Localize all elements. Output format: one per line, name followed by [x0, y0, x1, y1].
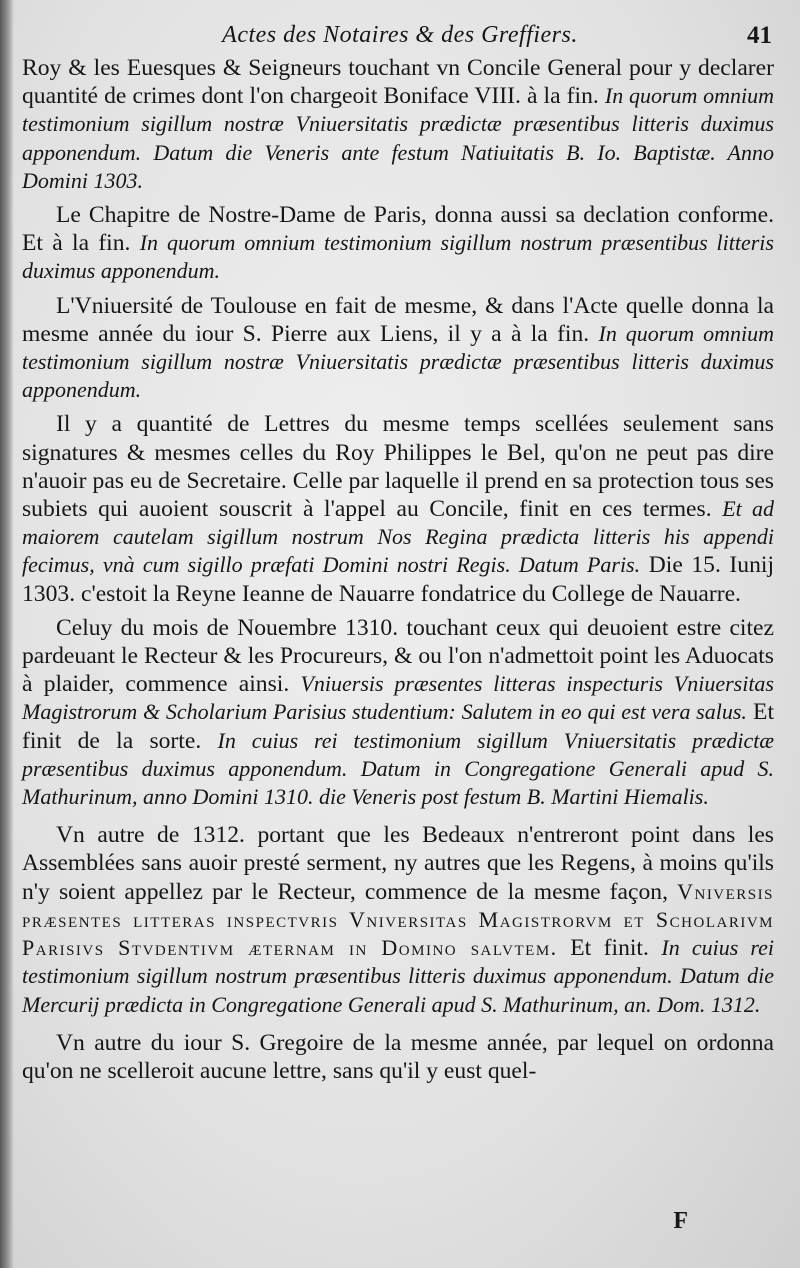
french-text: L'Vniuersité de Toulouse en fait de mesme, & dans l'Acte quelle donna la mesme année du iour S. Pierre aux Liens, il y a à la fin. [22, 292, 774, 347]
paragraph-2 [22, 201, 774, 286]
paragraph-4 [22, 410, 774, 607]
french-text: Vn autre du iour S. Gregoire de la mesme année, par lequel on ordonna qu'on ne scelleroit aucune lettre, sans qu'il y eust quel- [22, 1029, 774, 1084]
paragraph-7 [22, 1029, 774, 1085]
french-text: Vn autre de 1312. portant que les Bedeaux n'entreront point dans les Assemblées sans auoir presté serment, ny autres que les Regens, à moins qu'ils n'y soient appellez par le Recteur, commence de la mesme façon, [22, 822, 774, 905]
paragraph-1 [22, 54, 774, 195]
french-text: Roy & les Euesques & Seigneurs touchant vn Concile General pour y declarer quantité de crimes dont l'on chargeoit Boniface VIII. à la fin. [22, 55, 774, 110]
running-title: Actes des Notaires & des Greffiers. [222, 22, 578, 48]
latin-quote-2: In cuius rei testimonium sigillum Vniuersitatis prædictæ præsentibus duximus apponendum. Datum in Congregatione Generali apud S. Mathurinum, anno Domini 1310. die Veneris post festum B. Martini Hiemalis. [22, 727, 774, 810]
paragraph-6 [22, 821, 774, 1018]
signature-mark: F [673, 1208, 688, 1234]
page-number: 41 [747, 22, 772, 49]
latin-quote: In cuius rei testimonium sigillum nostrum præsentibus litteris duximus apponendum. Datum die Mercurij prædicta in Congregatione Generali apud S. Mathurinum, an. Dom. 1312. [22, 935, 775, 1017]
latin-quote: Vniuersis præsentes litteras inspecturis Vniuersitas Magistrorum & Scholarium Parisius studentium: Salutem in eo qui est vera salus. [22, 671, 774, 725]
latin-quote: In quorum omnium testimonium sigillum nostrum præsentibus litteris duximus apponendum. [22, 230, 774, 284]
running-head [20, 22, 780, 52]
french-text-mid: Et finit de la sorte. [22, 699, 774, 754]
paragraph-3 [22, 292, 774, 405]
body-text [22, 54, 774, 1091]
latin-quote: In quorum omnium testimonium sigillum nostræ Vniuersitatis prædictæ præsentibus litteris duximus apponendum. [22, 320, 774, 403]
latin-quote: Et ad maiorem cautelam sigillum nostrum Nos Regina prædicta litteris his appendi fecimus, vnà cum sigillo præfati Domini nostri Regis. Datum Paris. [22, 496, 774, 578]
latin-quote: In quorum omnium testimonium sigillum nostræ Vniuersitatis prædictæ præsentibus litteris duximus apponendum. Datum die Veneris ante festum Natiuitatis B. Io. Baptistæ. Anno Domini 1303. [22, 83, 774, 193]
french-text-mid: Et finit. [570, 935, 649, 962]
french-text-tail: Die 15. Iunij 1303. c'estoit la Reyne Ieanne de Nauarre fondatrice du College de Nauarre. [22, 552, 774, 607]
french-text: Celuy du mois de Nouembre 1310. touchant ceux qui deuoient estre citez pardeuant le Recteur & les Procureurs, & ou l'on n'admettoit point les Aduocats à plaider, commence ainsi. [22, 614, 774, 698]
french-text: Il y a quantité de Lettres du mesme temps scellées seulement sans signatures & mesmes celles du Roy Philippes le Bel, qu'on ne peut pas dire n'auoir pas eu de Secretaire. Celle par laquelle il prend en sa protection tous ses subiets qui auoient souscrit à l'appel au Concile, finit en ces termes. [22, 411, 774, 523]
french-text: Le Chapitre de Nostre-Dame de Paris, donna aussi sa declation conforme. Et à la fin. [22, 202, 774, 257]
paragraph-5 [22, 614, 774, 811]
small-caps-quote: Vniversis præsentes litteras inspectvris Vniversitas Magistrorvm et Scholarivm Parisivs Stvdentivm æternam in Domino salvtem. [22, 878, 774, 961]
